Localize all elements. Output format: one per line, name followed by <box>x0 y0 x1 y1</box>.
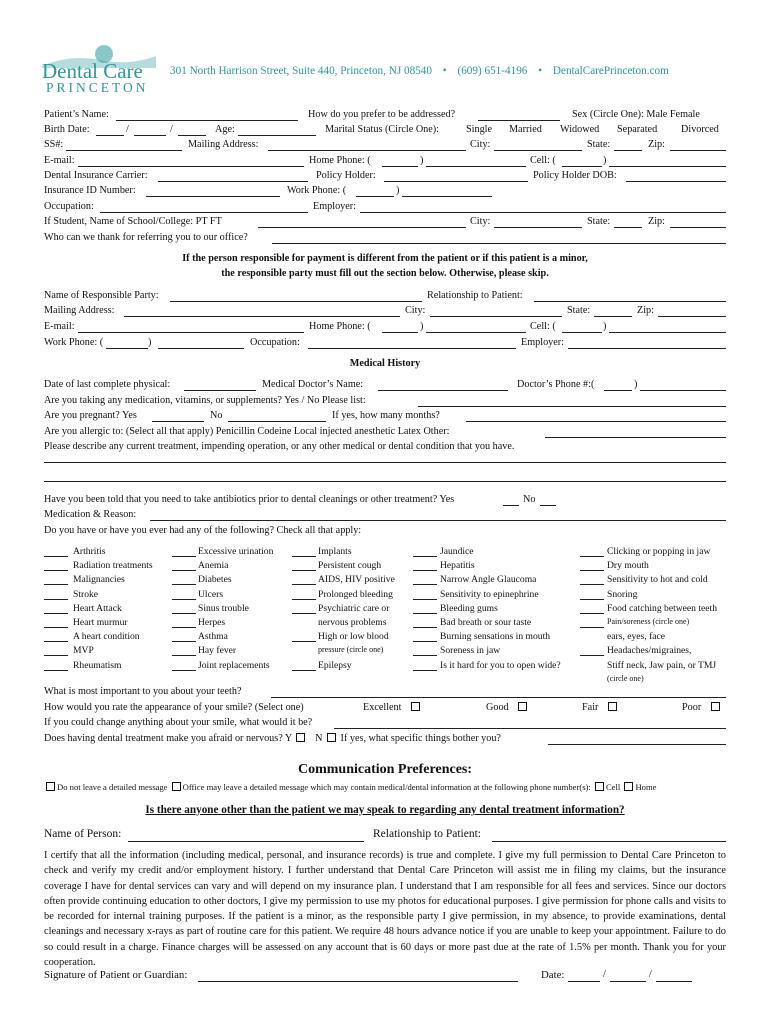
condition-label: Burning sensations in mouth <box>440 631 551 643</box>
condition-label: Sensitivity to hot and cold <box>607 574 708 586</box>
date-label: Date: <box>541 969 565 981</box>
paren: ) <box>603 155 607 166</box>
condition-checkbox-line[interactable] <box>292 599 316 600</box>
condition-label: Hepatitis <box>440 560 475 572</box>
home-phone-field[interactable] <box>426 166 526 167</box>
antibiotics-no-label: No <box>523 494 536 505</box>
birth-year-field[interactable] <box>178 135 206 136</box>
cell-label: Cell: ( <box>530 321 556 332</box>
important-field[interactable] <box>271 697 726 698</box>
specific-field[interactable] <box>548 744 726 745</box>
marital-option[interactable]: Divorced <box>681 124 719 135</box>
condition-checkbox-line[interactable] <box>413 584 437 585</box>
responsible-mailing-field[interactable] <box>124 316 400 317</box>
employer-label: Employer: <box>313 201 357 212</box>
bullet: • <box>442 65 447 77</box>
responsible-occupation-label: Occupation: <box>250 337 300 348</box>
important-label: What is most important to you about your teeth? <box>44 686 242 697</box>
condition-label: Bleeding gums <box>440 602 498 614</box>
ss-label: SS#: <box>44 139 64 150</box>
occupation-field[interactable] <box>100 212 308 213</box>
allergic-other-field[interactable] <box>545 437 726 438</box>
condition-checkbox-line[interactable] <box>413 655 437 656</box>
responsible-zip-field[interactable] <box>658 316 726 317</box>
zip-field[interactable] <box>670 150 726 151</box>
condition-label: Asthma <box>198 631 228 643</box>
condition-label: Epilepsy <box>318 659 352 671</box>
condition-checkbox-line[interactable] <box>413 556 437 557</box>
checkbox-no-message[interactable] <box>46 782 55 791</box>
responsible-note-2: the responsible party must fill out the section below. Otherwise, please skip. <box>221 268 549 279</box>
check-all-label: Do you have or have you ever had any of the following? Check all that apply: <box>44 525 362 536</box>
doctor-field[interactable] <box>378 390 508 391</box>
condition-checkbox-line[interactable] <box>172 670 196 671</box>
logo-subtitle: PRINCETON <box>46 80 149 95</box>
policy-holder-field[interactable] <box>384 181 528 182</box>
condition-label: A heart condition <box>73 631 140 643</box>
patient-name-label: Patient’s Name: <box>44 109 109 120</box>
physical-label: Date of last complete physical: <box>44 379 171 390</box>
condition-checkbox-line[interactable] <box>413 670 437 671</box>
change-field[interactable] <box>334 728 726 729</box>
condition-checkbox-line[interactable] <box>292 570 316 571</box>
checkbox-detailed-message[interactable] <box>172 782 181 791</box>
condition-checkbox-line[interactable] <box>580 613 604 614</box>
communication-title: Communication Preferences: <box>297 762 473 777</box>
describe-label: Please describe any current treatment, impending operation, or any other medical or dental condition that you have. <box>44 441 515 452</box>
months-label: If yes, how many months? <box>332 410 440 421</box>
doctor-area-field[interactable] <box>604 390 632 391</box>
paren: ) <box>396 185 400 196</box>
insurance-id-label: Insurance ID Number: <box>44 185 136 196</box>
city-label: City: <box>470 139 491 150</box>
pregnant-no-field[interactable] <box>228 421 326 422</box>
condition-checkbox-line[interactable] <box>292 641 316 642</box>
rating-excellent[interactable]: Excellent <box>363 702 422 713</box>
condition-checkbox-line[interactable] <box>292 613 316 614</box>
home-phone-label: Home Phone: ( <box>309 321 371 332</box>
physical-field[interactable] <box>184 390 256 391</box>
condition-label: Herpes <box>198 617 226 628</box>
school-city-field[interactable] <box>494 227 582 228</box>
name-person-label: Name of Person: <box>44 828 122 840</box>
medication-field[interactable] <box>418 406 726 407</box>
condition-checkbox-line[interactable] <box>44 655 68 656</box>
condition-label: Malignancies <box>73 574 125 586</box>
condition-label: Persistent cough <box>318 560 382 572</box>
referral-label: Who can we thank for referring you to our office? <box>44 232 248 243</box>
zip-label: Zip: <box>648 139 665 150</box>
checkbox-yes[interactable] <box>296 733 305 742</box>
header-address: 301 North Harrison Street, Suite 440, Princeton, NJ 08540 <box>170 65 432 77</box>
policy-dob-field[interactable] <box>626 181 726 182</box>
responsible-city-field[interactable] <box>430 316 562 317</box>
condition-checkbox-line[interactable] <box>44 556 68 557</box>
birth-month-field[interactable] <box>96 135 124 136</box>
condition-checkbox-line[interactable] <box>413 627 437 628</box>
med-reason-field[interactable] <box>150 520 726 521</box>
marital-option[interactable]: Widowed <box>560 124 600 135</box>
checkbox-no[interactable] <box>327 733 336 742</box>
slash: / <box>603 969 606 980</box>
patient-name-field[interactable] <box>116 120 298 121</box>
work-phone-field[interactable] <box>402 196 492 197</box>
antibiotics-yes-field[interactable] <box>503 505 519 506</box>
state-label: State: <box>587 139 611 150</box>
condition-checkbox-line[interactable] <box>172 655 196 656</box>
condition-label: Stroke <box>73 588 99 600</box>
condition-checkbox-line[interactable] <box>413 613 437 614</box>
responsible-work-field[interactable] <box>158 348 244 349</box>
condition-label: Prolonged bleeding <box>318 588 393 600</box>
condition-label: Joint replacements <box>198 659 270 671</box>
condition-label: Psychiatric care or <box>318 602 390 614</box>
condition-label: Ulcers <box>198 588 224 600</box>
condition-checkbox-line[interactable] <box>172 584 196 585</box>
city-label: City: <box>405 305 426 316</box>
signature-label: Signature of Patient or Guardian: <box>44 969 188 981</box>
signature-field[interactable] <box>198 981 518 982</box>
condition-checkbox-line[interactable] <box>44 613 68 614</box>
consent-paragraph: I certify that all the information (including medical, personal, and insurance records) is true and complete. I give my full permission to Dental Care Princeton to check and verify my credit and/or employment history. I further understand that Dental Care Princeton will assist me in filing my claims, but the insurance coverage I have for dental services can vary and will depend on my insurance plan. I understand that I am responsible for all fees and services. Since our doctors often provide continuing education to other doctors, I give my permission to use my photos for educational purposes. I give permission for phone calls and visits to be recorded for internal training purposes. If the patient is a minor, as the responsible party I give permission, in my absence, to provide examinations, dental cleanings and necessary x-rays as part of routine care for this patient. We require 48 hours advance notice if you are unable to keep your appointment. Failure to do so could result in a charge. Finance charges will be assessed on any account that is 60 days or more past due at the rate of 1.5% per month. Thank you for your cooperation. <box>44 850 726 969</box>
condition-checkbox-line[interactable] <box>44 570 68 571</box>
school-field[interactable] <box>258 227 466 228</box>
pregnant-yes-field[interactable] <box>152 421 204 422</box>
describe-field-2[interactable] <box>44 481 726 482</box>
responsible-email-field[interactable] <box>78 332 304 333</box>
student-label: If Student, Name of School/College: PT FT <box>44 216 222 227</box>
allergic-label: Are you allergic to: (Select all that apply) Penicillin Codeine Local injected anesthetic Latex Other: <box>44 426 450 437</box>
paren: ) <box>603 321 607 332</box>
school-zip-field[interactable] <box>670 227 726 228</box>
carrier-label: Dental Insurance Carrier: <box>44 170 148 181</box>
condition-checkbox-line[interactable] <box>172 570 196 571</box>
antibiotics-label: Have you been told that you need to take antibiotics prior to dental cleanings or other treatment? Yes <box>44 494 455 505</box>
checkbox[interactable] <box>411 702 420 711</box>
condition-label: Implants <box>318 546 352 557</box>
insurance-id-field[interactable] <box>146 196 280 197</box>
date-day-field[interactable] <box>610 981 646 982</box>
condition-label: Radiation treatments <box>73 560 153 572</box>
responsible-note-1: If the person responsible for payment is different from the patient or if this patient is a minor, <box>182 253 588 264</box>
cell-field[interactable] <box>609 166 726 167</box>
responsible-employer-field[interactable] <box>568 348 726 349</box>
responsible-employer-label: Employer: <box>521 337 565 348</box>
condition-checkbox-line[interactable] <box>580 556 604 557</box>
relationship-patient-label: Relationship to Patient: <box>373 828 481 840</box>
header-phone: (609) 651-4196 <box>457 65 528 77</box>
zip-label: Zip: <box>648 216 665 227</box>
state-label: State: <box>587 216 611 227</box>
zip-label: Zip: <box>637 305 654 316</box>
condition-checkbox-line[interactable] <box>44 627 68 628</box>
checkbox-cell[interactable] <box>595 782 604 791</box>
slash: / <box>126 124 129 135</box>
condition-checkbox-line[interactable] <box>413 599 437 600</box>
school-state-field[interactable] <box>614 227 642 228</box>
carrier-field[interactable] <box>158 181 308 182</box>
state-field[interactable] <box>614 150 642 151</box>
relationship-label: Relationship to Patient: <box>427 290 523 301</box>
condition-label: Arthritis <box>73 546 106 557</box>
months-field[interactable] <box>466 421 726 422</box>
sex-label: Sex (Circle One): Male Female <box>572 109 700 120</box>
condition-label: Dry mouth <box>607 560 649 572</box>
responsible-work-area-field[interactable] <box>106 348 148 349</box>
addressed-field[interactable] <box>478 120 560 121</box>
rating-fair[interactable]: Fair <box>582 702 619 713</box>
policy-dob-label: Policy Holder DOB: <box>533 170 617 181</box>
condition-label: AIDS, HIV positive <box>318 574 395 586</box>
condition-label: Rheumatism <box>73 659 122 671</box>
change-label: If you could change anything about your smile, what would it be? <box>44 717 313 728</box>
condition-checkbox-line[interactable] <box>292 584 316 585</box>
condition-label: Stiff neck, Jaw pain, or TMJ <box>607 659 717 671</box>
email-label: E-mail: <box>44 155 75 166</box>
checkbox-home[interactable] <box>624 782 633 791</box>
condition-checkbox-line[interactable] <box>413 570 437 571</box>
responsible-name-label: Name of Responsible Party: <box>44 290 159 301</box>
checkbox[interactable] <box>518 702 527 711</box>
home-area-field[interactable] <box>382 166 418 167</box>
condition-checkbox-line[interactable] <box>292 670 316 671</box>
state-label: State: <box>567 305 591 316</box>
responsible-mailing-label: Mailing Address: <box>44 305 115 316</box>
condition-checkbox-line[interactable] <box>172 599 196 600</box>
condition-label: Food catching between teeth <box>607 602 718 614</box>
condition-checkbox-line[interactable] <box>44 599 68 600</box>
afraid-label: Does having dental treatment make you afraid or nervous? Y N If yes, what specific things bother you? <box>44 733 501 744</box>
condition-checkbox-line[interactable] <box>44 670 68 671</box>
cell-label: Cell: ( <box>530 155 556 166</box>
city-field[interactable] <box>494 150 582 151</box>
condition-checkbox-line[interactable] <box>580 655 604 656</box>
condition-checkbox-line[interactable] <box>172 641 196 642</box>
pregnant-label: Are you pregnant? Yes <box>44 410 137 421</box>
responsible-home-area-field[interactable] <box>382 332 418 333</box>
bullet: • <box>538 65 543 77</box>
city-label: City: <box>470 216 491 227</box>
policy-holder-label: Policy Holder: <box>316 170 376 181</box>
condition-label: Sinus trouble <box>198 602 249 614</box>
condition-label: Soreness in jaw <box>440 645 501 657</box>
condition-label: High or low blood <box>318 631 389 643</box>
condition-checkbox-line[interactable] <box>172 613 196 614</box>
header-website: DentalCarePrinceton.com <box>552 65 669 77</box>
condition-label: Excessive urination <box>198 546 274 557</box>
condition-checkbox-line[interactable] <box>413 641 437 642</box>
doctor-label: Medical Doctor’s Name: <box>262 379 364 390</box>
email-field[interactable] <box>78 166 304 167</box>
condition-label: Heart Attack <box>73 602 122 614</box>
date-year-field[interactable] <box>656 981 692 982</box>
communication-options: Do not leave a detailed message Office may leave a detailed message which may contain medical/dental information at the following phone number(s): Cell Home <box>44 782 656 792</box>
condition-label: Heart murmur <box>73 617 128 628</box>
mailing-label: Mailing Address: <box>188 139 259 150</box>
logo <box>40 44 158 100</box>
logo-title: Dental Care <box>42 59 143 83</box>
other-person-question: Is there anyone other than the patient we may speak to regarding any dental treatment information? <box>145 804 625 816</box>
pregnant-no-label: No <box>210 410 223 421</box>
condition-label: Clicking or popping in jaw <box>607 546 711 557</box>
condition-label: Anemia <box>198 560 229 572</box>
responsible-occupation-field[interactable] <box>308 348 516 349</box>
addressed-label: How do you prefer to be addressed? <box>308 109 456 120</box>
doctor-phone-field[interactable] <box>640 390 726 391</box>
condition-label: MVP <box>73 645 94 657</box>
birth-day-field[interactable] <box>134 135 166 136</box>
referral-field[interactable] <box>272 243 726 244</box>
condition-label: Headaches/migraines, <box>607 645 692 657</box>
date-month-field[interactable] <box>568 981 600 982</box>
header-contact <box>170 65 669 77</box>
rating-poor[interactable]: Poor <box>682 702 722 713</box>
relationship-patient-field[interactable] <box>492 841 726 842</box>
paren: ) <box>420 321 424 332</box>
rate-label: How would you rate the appearance of your smile? (Select one) <box>44 702 304 713</box>
checkbox[interactable] <box>608 702 617 711</box>
condition-checkbox-line[interactable] <box>580 584 604 585</box>
occupation-label: Occupation: <box>44 201 94 212</box>
slash: / <box>649 969 652 980</box>
work-phone-label: Work Phone: ( <box>287 185 347 196</box>
condition-label: ears, eyes, face <box>607 631 666 643</box>
responsible-name-field[interactable] <box>170 301 422 302</box>
condition-label: Bad breath or sour taste <box>440 617 532 628</box>
ss-field[interactable] <box>66 150 182 151</box>
rating-good[interactable]: Good <box>486 702 529 713</box>
condition-checkbox-line[interactable] <box>172 627 196 628</box>
condition-label: Pain/soreness (circle one) <box>607 617 690 626</box>
condition-label: Hay fever <box>198 645 237 657</box>
paren: ) <box>148 337 152 348</box>
employer-field[interactable] <box>360 212 726 213</box>
marital-option[interactable]: Married <box>509 124 542 135</box>
condition-checkbox-line[interactable] <box>172 556 196 557</box>
condition-label: Jaundice <box>440 546 474 557</box>
condition-checkbox-line[interactable] <box>580 599 604 600</box>
slash: / <box>170 124 173 135</box>
condition-checkbox-line[interactable] <box>292 556 316 557</box>
responsible-state-field[interactable] <box>594 316 632 317</box>
condition-label: (circle one) <box>607 673 644 683</box>
home-phone-label: Home Phone: ( <box>309 155 371 166</box>
marital-option[interactable]: Single <box>466 124 493 135</box>
condition-label: Is it hard for you to open wide? <box>440 659 561 671</box>
cell-area-field[interactable] <box>562 166 602 167</box>
marital-label: Marital Status (Circle One): <box>325 124 440 135</box>
responsible-email-label: E-mail: <box>44 321 75 332</box>
condition-label: nervous problems <box>318 617 387 628</box>
birth-date-label: Birth Date: <box>44 124 90 135</box>
responsible-cell-area-field[interactable] <box>562 332 602 333</box>
age-label: Age: <box>215 124 235 135</box>
antibiotics-no-field[interactable] <box>540 505 556 506</box>
mailing-field[interactable] <box>268 150 466 151</box>
condition-label: Sensitivity to epinephrine <box>440 588 539 600</box>
condition-label: Snoring <box>607 588 638 600</box>
condition-checkbox-line[interactable] <box>44 584 68 585</box>
condition-checkbox-line[interactable] <box>580 570 604 571</box>
condition-label: Narrow Angle Glaucoma <box>440 574 537 586</box>
relationship-field[interactable] <box>534 301 726 302</box>
med-reason-label: Medication & Reason: <box>44 509 137 520</box>
name-person-field[interactable] <box>128 841 364 842</box>
age-field[interactable] <box>238 135 316 136</box>
paren: ) <box>634 379 638 390</box>
doctor-phone-label: Doctor’s Phone #:( <box>517 379 595 390</box>
paren: ) <box>420 155 424 166</box>
medical-history-title: Medical History <box>349 358 421 369</box>
condition-checkbox-line[interactable] <box>580 627 604 628</box>
checkbox[interactable] <box>711 702 720 711</box>
condition-label: pressure (circle one) <box>318 645 384 655</box>
work-area-field[interactable] <box>356 196 394 197</box>
responsible-cell-field[interactable] <box>609 332 726 333</box>
condition-checkbox-line[interactable] <box>44 641 68 642</box>
responsible-home-field[interactable] <box>426 332 526 333</box>
responsible-work-label: Work Phone: ( <box>44 337 104 348</box>
describe-field-1[interactable] <box>44 462 726 463</box>
medication-label: Are you taking any medication, vitamins, or supplements? Yes / No Please list: <box>44 395 366 406</box>
marital-option[interactable]: Separated <box>617 124 658 135</box>
condition-label: Diabetes <box>198 574 232 586</box>
